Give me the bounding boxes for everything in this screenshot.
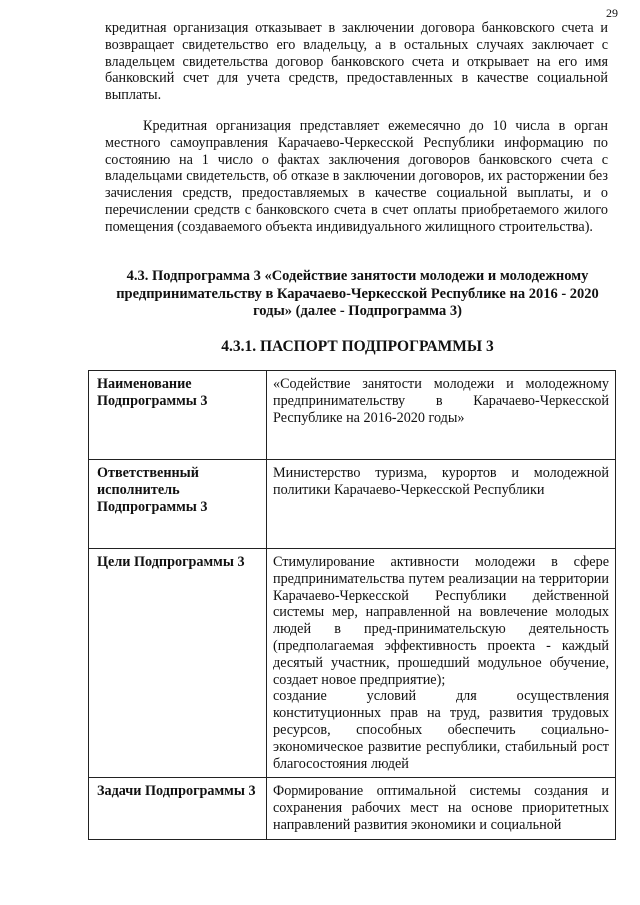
row-label-tasks: Задачи Подпрограммы 3 xyxy=(89,778,267,839)
page-number: 29 xyxy=(606,6,618,20)
paragraph-2: Кредитная организация представляет ежемесячно до 10 числа в орган местного самоуправления Карачаево-Черкесской Республики информацию по состоянию на 1 число о фактах заключения договоров банковского счета с владельцами свидетельств, об отказе в заключении договоров, их расторжении без зачисления средств, предоставляемых в качестве социальной выплаты, и о перечислении средств с банковского счета в счет оплаты приобретаемого жилого помещения (создаваемого объекта индивидуального жилищного строительства). xyxy=(105,118,608,235)
row-label-goals: Цели Подпрограммы 3 xyxy=(89,549,267,778)
row-label-executor: Ответственный исполнитель Подпрограммы 3 xyxy=(89,460,267,549)
section-heading: 4.3. Подпрограмма 3 «Содействие занятости молодежи и молодежному предпринимательству в Карачаево-Черкесской Республике на 2016 - 2020 годы» (далее - Подпрограмма 3) xyxy=(116,268,599,319)
row-value-goals xyxy=(267,549,616,778)
row-label-name: Наименование Подпрограммы 3 xyxy=(89,371,267,460)
goals-text-2: создание условий для осуществления конституционных прав на труд, развития трудовых ресурсов, способных обеспечить социально-экономическое развитие республики, стабильный рост благосостояния людей xyxy=(273,688,609,772)
table-row xyxy=(89,549,616,778)
passport-table xyxy=(88,370,616,840)
row-value-tasks: Формирование оптимальной системы создания и сохранения рабочих мест на основе приоритетных направлений развития экономики и социальной xyxy=(267,778,616,839)
goals-text-1: Стимулирование активности молодежи в сфере предпринимательства путем реализации на территории Карачаево-Черкесской Республики действенной системы мер, направленной на вовлечение молодых людей в пред-принимательскую деятельность (предполагаемая эффективность проекта - каждый десятый участник, прошедший модульное обучение, создает новое предприятие); xyxy=(273,554,609,688)
passport-heading: 4.3.1. ПАСПОРТ ПОДПРОГРАММЫ 3 xyxy=(221,338,494,355)
table-row xyxy=(89,460,616,549)
paragraph-1: кредитная организация отказывает в заключении договора банковского счета и возвращает свидетельство его владельцу, а в остальных случаях заключает с владельцем свидетельства договор банковского счета и открывает на его имя банковский счет для учета средств, предоставленных в качестве социальной выплаты. xyxy=(105,20,608,104)
table-row xyxy=(89,778,616,839)
table-row xyxy=(89,371,616,460)
row-value-executor: Министерство туризма, курортов и молодежной политики Карачаево-Черкесской Республики xyxy=(267,460,616,549)
row-value-name: «Содействие занятости молодежи и молодежному предпринимательству в Карачаево-Черкесской Республике на 2016-2020 годы» xyxy=(267,371,616,460)
